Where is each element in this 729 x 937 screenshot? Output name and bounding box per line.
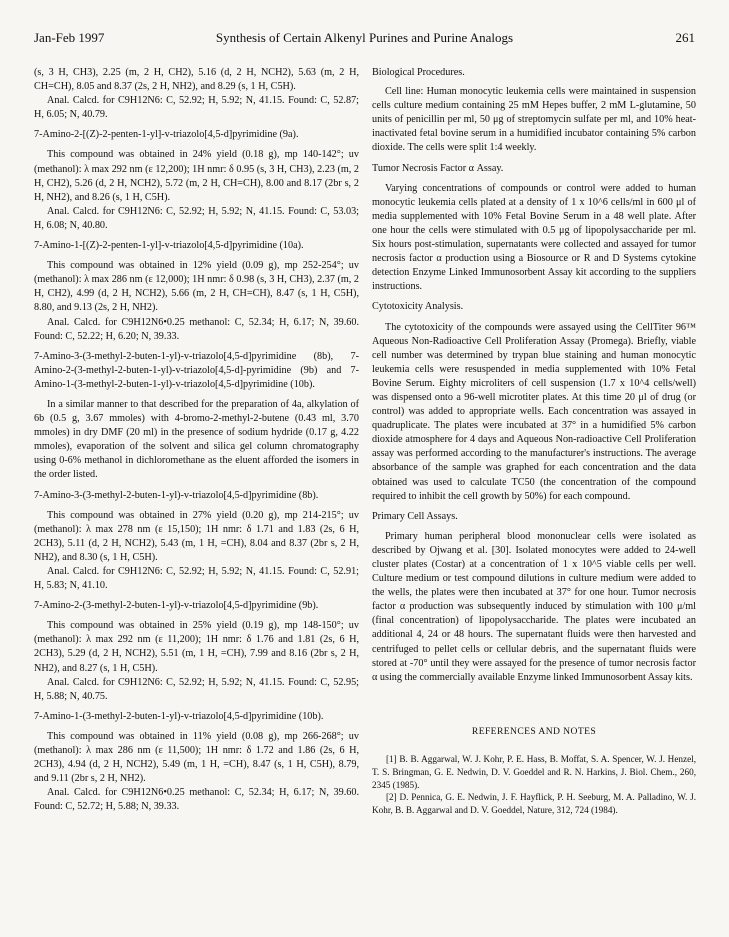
paragraph: Varying concentrations of compounds or control were added to human monocytic leukemia cells plated at a density of 1 x 10^6 cells/ml in 600 μl of media supplemented with 10% Fetal Bovine Serum in a 48 well plate. After one hour the cells were stimulated with 0.5 μg of lipopolysaccharide per ml. Six hours post-stimulation, supernatants were collected and assayed for tumor necrosis factor α production using a Biosource or R and D Systems cytokine detection Enzyme Linked Immunosorbent Assay kit according to the suppliers instructions. bbox=[372, 182, 696, 293]
references-heading: REFERENCES AND NOTES bbox=[471, 725, 597, 737]
compound-heading: 7-Amino-3-(3-methyl-2-buten-1-yl)-v-triazolo[4,5-d]pyrimidine (8b). bbox=[34, 489, 319, 501]
section-heading: Cytotoxicity Analysis. bbox=[372, 301, 464, 313]
paragraph: This compound was obtained in 12% yield (0.09 g), mp 252-254°; uv (methanol): λ max 286 nm (ε 12,000); 1H nmr: δ 0.98 (s, 3 H, CH3), 2.37 (m, 2 H, CH2), 4.99 (d, 2 H, NCH2), 5.66 (m, 2 H, CH=CH), 8.47 (s, 1 H, C5H), 8.80, and 9.13 (2s, 2 H, NH2). bbox=[34, 260, 359, 314]
reference-item: [1] B. B. Aggarwal, W. J. Kohr, P. E. Hass, B. Moffat, S. A. Spencer, W. J. Henzel, T. S. Bringman, G. E. Nedwin, D. V. Goeddel and R. N. Harkins, J. Biol. Chem., 260, 2345 (1985). bbox=[372, 753, 696, 790]
paragraph: Anal. Calcd. for C9H12N6•0.25 methanol: C, 52.34; H, 6.17; N, 39.60. Found: C, 52.22; H, 6.20; N, 39.33. bbox=[34, 316, 359, 342]
paragraph: Cell line: Human monocytic leukemia cells were maintained in suspension cells culture medium containing 25 mM Hepes buffer, 2 mM L-glutamine, 50 units of penicillin per ml, 50 μg of streptomycin sulfate per ml, and 10% heat-inactivated fetal bovine serum in a humidified incubator containing 5% carbon dioxide. The cells were split 1:4 weekly. bbox=[372, 86, 696, 154]
paragraph: Anal. Calcd. for C9H12N6•0.25 methanol: C, 52.34; H, 6.17; N, 39.60. Found: C, 52.72; H, 5.88; N, 39.33. bbox=[34, 787, 359, 813]
compound-heading: 7-Amino-3-(3-methyl-2-buten-1-yl)-v-triazolo[4,5-d]pyrimidine (8b), 7-Amino-2-(3-methyl-2-buten-1-yl)-v-triazolo[4,5-d]-pyrimidine (9b) and 7-Amino-1-(3-methyl-2-buten-1-yl)-v-triazolo[4,5-d]pyrimidine (10b). bbox=[34, 350, 359, 390]
header-title: Synthesis of Certain Alkenyl Purines and Purine Analogs bbox=[215, 30, 514, 45]
reference-item: [2] D. Pennica, G. E. Nedwin, J. F. Hayflick, P. H. Seeburg, M. A. Palladino, W. J. Kohr, B. B. Aggarwal and D. V. Goeddel, Nature, 312, 724 (1984). bbox=[372, 792, 696, 816]
paragraph: Anal. Calcd. for C9H12N6: C, 52.92; H, 5.92; N, 41.15. Found: C, 52.91; H, 5.83; N, 41.10. bbox=[34, 566, 359, 592]
paragraph: (s, 3 H, CH3), 2.25 (m, 2 H, CH2), 5.16 (d, 2 H, NCH2), 5.63 (m, 2 H, CH=CH), 8.05 and 8.37 (2s, 2 H, NH2), and 8.29 (s, 1 H, C5H). bbox=[34, 67, 359, 93]
compound-heading: 7-Amino-2-[(Z)-2-penten-1-yl]-v-triazolo[4,5-d]pyrimidine (9a). bbox=[34, 129, 299, 141]
paragraph: In a similar manner to that described for the preparation of 4a, alkylation of 6b (0.5 g, 3.67 mmoles) with 4-bromo-2-methyl-2-butene (0.43 ml, 3.70 mmoles) in dry DMF (20 ml) in the presence of sodium hydride (0.17 g, 4.22 mmoles), evaporation of the solvent and silica gel column chromatography using 0-6% methanol in dichloromethane as the eluent afforded the isomers in the order listed. bbox=[34, 398, 359, 481]
section-heading: Tumor Necrosis Factor α Assay. bbox=[372, 162, 504, 174]
paragraph: This compound was obtained in 24% yield (0.18 g), mp 140-142°; uv (methanol): λ max 292 nm (ε 12,200); 1H nmr: δ 0.95 (s, 3 H, CH3), 2.23 (m, 2 H, CH2), 5.26 (d, 2 H, NCH2), 5.72 (m, 2 H, CH=CH), 8.00 and 8.17 (2br s, 2 H, NH2), and 8.26 (s, 1 H, C5H). bbox=[34, 149, 359, 203]
paragraph: Anal. Calcd. for C9H12N6: C, 52.92; H, 5.92; N, 41.15. Found: C, 53.03; H, 6.08; N, 40.80. bbox=[34, 205, 359, 231]
paragraph: The cytotoxicity of the compounds were assayed using the CellTiter 96™ Aqueous Non-Radioactive Cell Proliferation Assay (Promega). Briefly, viable cell number was determined by trypan blue staining and human monocytic leukemia cells were resuspended in media supplemented with 10% Fetal Bovine Serum. Eighty microliters of cell suspension (1.7 x 10^4 cells/well) was dispensed onto a 96-well microtiter plates. At this time 20 μl of drug (or control) was added to appropriate wells. Each concentration was assayed in quadruplicate. The plates were incubated at 37° in a humidified 5% carbon dioxide atmosphere for 4 days and Aqueous Non-radioactive Cell Proliferation assay was performed according to the manufacturer's instructions. The average absorbance of the sample was graphed for each concentration and the data obtained was used to calculate TC50 (the concentration of the compound required to inhibit the cell growth by 50%) for each compound. bbox=[372, 321, 696, 502]
section-heading: Biological Procedures. bbox=[372, 67, 465, 78]
paragraph: This compound was obtained in 11% yield (0.08 g), mp 266-268°; uv (methanol): λ max 286 nm (ε 11,500); 1H nmr: δ 1.72 and 1.86 (2s, 6 H, 2CH3), 4.94 (d, 2 H, NCH2), 5.49 (m, 1 H, =CH), 8.47 (s, 1 H, C5H), 8.79, and 9.11 (2br s, 2 H, NH2). bbox=[34, 730, 359, 785]
header-date: Jan-Feb 1997 bbox=[34, 30, 105, 45]
compound-heading: 7-Amino-1-[(Z)-2-penten-1-yl]-v-triazolo[4,5-d]pyrimidine (10a). bbox=[34, 240, 304, 252]
paragraph: This compound was obtained in 27% yield (0.20 g), mp 214-215°; uv (methanol): λ max 278 nm (ε 15,150); 1H nmr: δ 1.71 and 1.83 (2s, 6 H, 2CH3), 5.11 (d, 2 H, NCH2), 5.43 (m, 1 H, =CH), 8.04 and 8.37 (2br s, 2 H, NH2), and 8.30 (s, 1 H, C5H). bbox=[34, 509, 359, 563]
section-heading: Primary Cell Assays. bbox=[372, 510, 458, 522]
right-column bbox=[372, 66, 696, 817]
page-number: 261 bbox=[675, 30, 695, 45]
paragraph: Anal. Calcd. for C9H12N6: C, 52.92; H, 5.92; N, 41.15. Found: C, 52.95; H, 5.88; N, 40.75. bbox=[34, 676, 359, 702]
paragraph: Anal. Calcd. for C9H12N6: C, 52.92; H, 5.92; N, 41.15. Found: C, 52.87; H, 6.05; N, 40.79. bbox=[34, 95, 359, 121]
compound-heading: 7-Amino-1-(3-methyl-2-buten-1-yl)-v-triazolo[4,5-d]pyrimidine (10b). bbox=[34, 710, 324, 722]
compound-heading: 7-Amino-2-(3-methyl-2-buten-1-yl)-v-triazolo[4,5-d]pyrimidine (9b). bbox=[34, 600, 319, 612]
paragraph: This compound was obtained in 25% yield (0.19 g), mp 148-150°; uv (methanol): λ max 292 nm (ε 11,200); 1H nmr: δ 1.76 and 1.81 (2s, 6 H, 2CH3), 5.29 (d, 2 H, NCH2), 5.51 (m, 1 H, =CH), 7.99 and 8.16 (2br s, 2 H, NH2), and 8.27 (s, 1 H, C5H). bbox=[34, 620, 359, 674]
left-column bbox=[34, 66, 359, 815]
paragraph: Primary human peripheral blood mononuclear cells were isolated as described by Ojwang et al. [30]. Isolated monocytes were added to 24-well cluster plates (Costar) at a concentration of 1 x 10^5 viable cells per well. Culture medium or test compound dilutions in culture medium were added to the wells, the plates were then incubated at 37° for one hour. Tumor necrosis factor α production was subsequently induced by stimulation with 100 μ/ml (final concentration) of lipopolysaccharide. The plates were incubated an additional 4, 24 or 48 hours. The supernatant fluids were then harvested and centrifuged to pellet cells or cellular debris, and the supernatant fluids were stored at -70° until they were assayed for the presence of tumor necrosis factor α using the commercially available Enzyme linked Immunosorbent Assay kits. bbox=[372, 530, 696, 683]
